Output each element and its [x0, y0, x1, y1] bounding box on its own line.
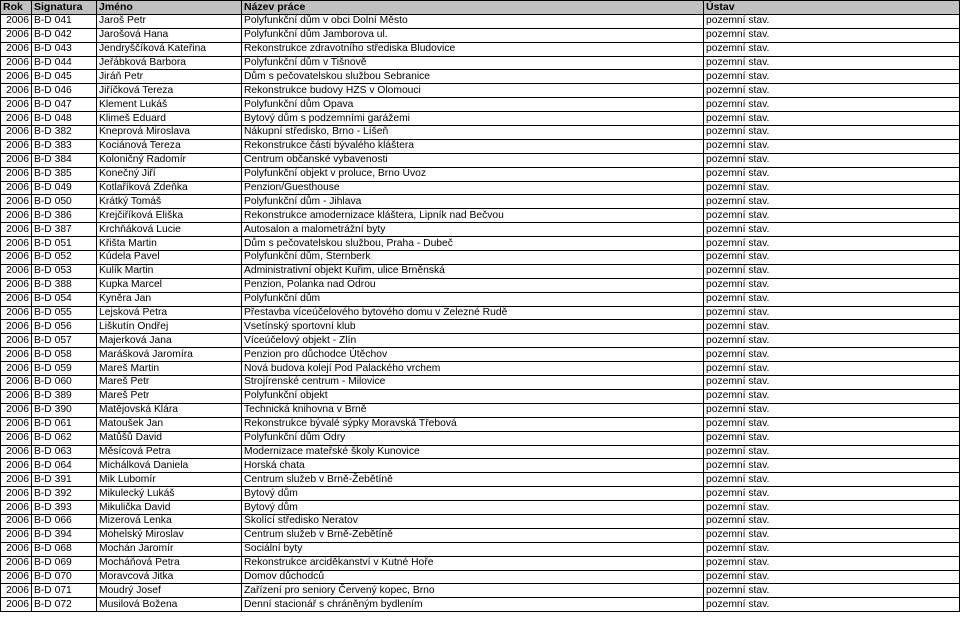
table-row: [1, 70, 960, 84]
cell-signatura: B-D 049: [32, 181, 97, 195]
table-row: [1, 501, 960, 515]
cell-year: 2006: [1, 445, 32, 459]
table-row: [1, 98, 960, 112]
table-row: [1, 42, 960, 56]
cell-ustav: pozemní stav.: [704, 473, 960, 487]
cell-ustav: pozemní stav.: [704, 112, 960, 126]
cell-signatura: B-D 071: [32, 584, 97, 598]
cell-ustav: pozemní stav.: [704, 417, 960, 431]
table-row: [1, 195, 960, 209]
cell-year: 2006: [1, 195, 32, 209]
cell-year: 2006: [1, 528, 32, 542]
cell-title: Bytový dům: [242, 501, 704, 515]
cell-title: Penzion, Polanka nad Odrou: [242, 278, 704, 292]
cell-name: Kotlaříková Zdeňka: [97, 181, 242, 195]
cell-name: Mocháňová Petra: [97, 556, 242, 570]
cell-title: Polyfunkční dům: [242, 292, 704, 306]
cell-year: 2006: [1, 459, 32, 473]
table-row: [1, 376, 960, 390]
cell-year: 2006: [1, 473, 32, 487]
table-row: [1, 320, 960, 334]
table-row: [1, 112, 960, 126]
cell-year: 2006: [1, 28, 32, 42]
table-row: [1, 542, 960, 556]
col-header-ustav: Ústav: [704, 1, 960, 15]
cell-ustav: pozemní stav.: [704, 28, 960, 42]
table-row: [1, 487, 960, 501]
cell-ustav: pozemní stav.: [704, 445, 960, 459]
cell-signatura: B-D 043: [32, 42, 97, 56]
cell-title: Horská chata: [242, 459, 704, 473]
cell-ustav: pozemní stav.: [704, 334, 960, 348]
cell-ustav: pozemní stav.: [704, 556, 960, 570]
cell-name: Kneprová Miroslava: [97, 126, 242, 140]
cell-title: Zařízení pro seniory Červený kopec, Brno: [242, 584, 704, 598]
cell-signatura: B-D 387: [32, 223, 97, 237]
cell-ustav: pozemní stav.: [704, 209, 960, 223]
cell-ustav: pozemní stav.: [704, 84, 960, 98]
cell-name: Mohelský Miroslav: [97, 528, 242, 542]
cell-name: Michálková Daniela: [97, 459, 242, 473]
cell-ustav: pozemní stav.: [704, 598, 960, 612]
cell-ustav: pozemní stav.: [704, 153, 960, 167]
cell-ustav: pozemní stav.: [704, 14, 960, 28]
cell-name: Majerková Jana: [97, 334, 242, 348]
cell-name: Jiráň Petr: [97, 70, 242, 84]
cell-year: 2006: [1, 292, 32, 306]
cell-signatura: B-D 385: [32, 167, 97, 181]
cell-name: Krejčiříková Eliška: [97, 209, 242, 223]
cell-signatura: B-D 383: [32, 139, 97, 153]
cell-signatura: B-D 056: [32, 320, 97, 334]
cell-name: Jarošová Hana: [97, 28, 242, 42]
cell-title: Dům s pečovatelskou službou, Praha - Dubeč: [242, 237, 704, 251]
cell-title: Penzion pro důchodce Útěchov: [242, 348, 704, 362]
col-header-signatura: Signatura: [32, 1, 97, 15]
cell-year: 2006: [1, 334, 32, 348]
cell-signatura: B-D 053: [32, 264, 97, 278]
cell-title: Polyfunkční dům v Tišnově: [242, 56, 704, 70]
table-row: [1, 84, 960, 98]
cell-title: Strojírenské centrum - Milovice: [242, 376, 704, 390]
table-row: [1, 251, 960, 265]
cell-year: 2006: [1, 348, 32, 362]
cell-name: Marášková Jaromíra: [97, 348, 242, 362]
cell-ustav: pozemní stav.: [704, 42, 960, 56]
cell-title: Přestavba víceúčelového bytového domu v Železné Rudě: [242, 306, 704, 320]
cell-name: Matoušek Jan: [97, 417, 242, 431]
cell-title: Penzion/Guesthouse: [242, 181, 704, 195]
table-row: [1, 348, 960, 362]
cell-name: Mikulička David: [97, 501, 242, 515]
table-row: [1, 417, 960, 431]
cell-signatura: B-D 070: [32, 570, 97, 584]
cell-name: Kulík Martin: [97, 264, 242, 278]
cell-year: 2006: [1, 584, 32, 598]
cell-ustav: pozemní stav.: [704, 376, 960, 390]
cell-name: Kyněra Jan: [97, 292, 242, 306]
cell-signatura: B-D 390: [32, 403, 97, 417]
table-row: [1, 473, 960, 487]
cell-name: Matějovská Klára: [97, 403, 242, 417]
table-row: [1, 514, 960, 528]
cell-name: Matůšů David: [97, 431, 242, 445]
cell-year: 2006: [1, 320, 32, 334]
cell-signatura: B-D 057: [32, 334, 97, 348]
table-row: [1, 334, 960, 348]
cell-signatura: B-D 069: [32, 556, 97, 570]
cell-title: Nákupní středisko, Brno - Líšeň: [242, 126, 704, 140]
col-header-rok: Rok: [1, 1, 32, 15]
cell-signatura: B-D 041: [32, 14, 97, 28]
table-row: [1, 445, 960, 459]
cell-year: 2006: [1, 556, 32, 570]
table-row: [1, 237, 960, 251]
cell-signatura: B-D 050: [32, 195, 97, 209]
table-row: [1, 570, 960, 584]
cell-ustav: pozemní stav.: [704, 403, 960, 417]
cell-name: Mikulecký Lukáš: [97, 487, 242, 501]
cell-signatura: B-D 394: [32, 528, 97, 542]
cell-title: Polyfunkční dům Opava: [242, 98, 704, 112]
cell-name: Moudrý Josef: [97, 584, 242, 598]
cell-title: Polyfunkční dům, Šternberk: [242, 251, 704, 265]
cell-ustav: pozemní stav.: [704, 139, 960, 153]
cell-title: Technická knihovna v Brně: [242, 403, 704, 417]
cell-year: 2006: [1, 209, 32, 223]
cell-ustav: pozemní stav.: [704, 181, 960, 195]
cell-year: 2006: [1, 389, 32, 403]
cell-ustav: pozemní stav.: [704, 584, 960, 598]
cell-ustav: pozemní stav.: [704, 459, 960, 473]
table-row: [1, 459, 960, 473]
cell-signatura: B-D 046: [32, 84, 97, 98]
cell-title: Bytový dům: [242, 487, 704, 501]
cell-title: Rekonstrukce zdravotního střediska Bludovice: [242, 42, 704, 56]
cell-name: Mareš Martin: [97, 362, 242, 376]
cell-signatura: B-D 066: [32, 514, 97, 528]
cell-name: Mik Lubomír: [97, 473, 242, 487]
cell-name: Jendryščíková Kateřina: [97, 42, 242, 56]
cell-name: Klimeš Eduard: [97, 112, 242, 126]
cell-signatura: B-D 058: [32, 348, 97, 362]
table-row: [1, 264, 960, 278]
cell-name: Mizerová Lenka: [97, 514, 242, 528]
cell-signatura: B-D 382: [32, 126, 97, 140]
cell-title: Polyfunkční dům v obci Dolní Město: [242, 14, 704, 28]
cell-title: Domov důchodců: [242, 570, 704, 584]
cell-ustav: pozemní stav.: [704, 56, 960, 70]
cell-year: 2006: [1, 112, 32, 126]
cell-ustav: pozemní stav.: [704, 348, 960, 362]
cell-title: Polyfunkční objekt v proluce, Brno Úvoz: [242, 167, 704, 181]
table-row: [1, 431, 960, 445]
cell-signatura: B-D 060: [32, 376, 97, 390]
cell-name: Koloničný Radomír: [97, 153, 242, 167]
cell-title: Nová budova kolejí Pod Palackého vrchem: [242, 362, 704, 376]
cell-year: 2006: [1, 264, 32, 278]
cell-ustav: pozemní stav.: [704, 167, 960, 181]
cell-title: Dům s pečovatelskou službou Sebranice: [242, 70, 704, 84]
cell-year: 2006: [1, 84, 32, 98]
cell-name: Krátký Tomáš: [97, 195, 242, 209]
cell-name: Křišta Martin: [97, 237, 242, 251]
cell-signatura: B-D 384: [32, 153, 97, 167]
cell-signatura: B-D 391: [32, 473, 97, 487]
cell-ustav: pozemní stav.: [704, 320, 960, 334]
cell-year: 2006: [1, 514, 32, 528]
cell-name: Jaroš Petr: [97, 14, 242, 28]
cell-ustav: pozemní stav.: [704, 251, 960, 265]
table-row: [1, 389, 960, 403]
table-row: [1, 223, 960, 237]
table-row: [1, 598, 960, 612]
cell-year: 2006: [1, 417, 32, 431]
cell-year: 2006: [1, 542, 32, 556]
table-row: [1, 139, 960, 153]
col-header-jmeno: Jméno: [97, 1, 242, 15]
cell-ustav: pozemní stav.: [704, 487, 960, 501]
table-row: [1, 362, 960, 376]
cell-year: 2006: [1, 570, 32, 584]
cell-title: Vsetínský sportovní klub: [242, 320, 704, 334]
cell-name: Musilová Božena: [97, 598, 242, 612]
cell-title: Polyfunkční objekt: [242, 389, 704, 403]
table-row: [1, 181, 960, 195]
cell-name: Kupka Marcel: [97, 278, 242, 292]
cell-year: 2006: [1, 42, 32, 56]
cell-ustav: pozemní stav.: [704, 237, 960, 251]
col-header-nazev: Název práce: [242, 1, 704, 15]
cell-ustav: pozemní stav.: [704, 70, 960, 84]
table-row: [1, 209, 960, 223]
cell-name: Mochán Jaromír: [97, 542, 242, 556]
cell-signatura: B-D 055: [32, 306, 97, 320]
cell-title: Rekonstrukce budovy HZS v Olomouci: [242, 84, 704, 98]
table-row: [1, 28, 960, 42]
cell-ustav: pozemní stav.: [704, 278, 960, 292]
cell-name: Lejsková Petra: [97, 306, 242, 320]
cell-ustav: pozemní stav.: [704, 264, 960, 278]
cell-year: 2006: [1, 431, 32, 445]
table-row: [1, 14, 960, 28]
cell-title: Víceúčelový objekt - Zlín: [242, 334, 704, 348]
table-row: [1, 56, 960, 70]
cell-name: Liškutín Ondřej: [97, 320, 242, 334]
cell-title: Rekonstrukce amodernizace kláštera, Lipník nad Bečvou: [242, 209, 704, 223]
cell-ustav: pozemní stav.: [704, 431, 960, 445]
cell-ustav: pozemní stav.: [704, 223, 960, 237]
cell-ustav: pozemní stav.: [704, 501, 960, 515]
cell-year: 2006: [1, 487, 32, 501]
cell-name: Mareš Petr: [97, 389, 242, 403]
cell-year: 2006: [1, 181, 32, 195]
cell-ustav: pozemní stav.: [704, 195, 960, 209]
cell-title: Centrum služeb v Brně-Žebětíně: [242, 473, 704, 487]
cell-signatura: B-D 044: [32, 56, 97, 70]
cell-signatura: B-D 386: [32, 209, 97, 223]
cell-title: Rekonstrukce části bývalého kláštera: [242, 139, 704, 153]
table-row: [1, 167, 960, 181]
table-row: [1, 584, 960, 598]
cell-title: Modernizace mateřské školy Kunovice: [242, 445, 704, 459]
cell-ustav: pozemní stav.: [704, 389, 960, 403]
table-row: [1, 528, 960, 542]
cell-ustav: pozemní stav.: [704, 292, 960, 306]
cell-year: 2006: [1, 56, 32, 70]
header-row: [1, 1, 960, 15]
cell-signatura: B-D 392: [32, 487, 97, 501]
table-row: [1, 126, 960, 140]
cell-signatura: B-D 052: [32, 251, 97, 265]
cell-year: 2006: [1, 14, 32, 28]
cell-signatura: B-D 061: [32, 417, 97, 431]
cell-title: Denní stacionář s chráněným bydlením: [242, 598, 704, 612]
cell-title: Polyfunkční dům Odry: [242, 431, 704, 445]
table-row: [1, 403, 960, 417]
cell-name: Moravcová Jitka: [97, 570, 242, 584]
cell-signatura: B-D 389: [32, 389, 97, 403]
cell-title: Školící středisko Neratov: [242, 514, 704, 528]
table-row: [1, 306, 960, 320]
cell-signatura: B-D 045: [32, 70, 97, 84]
cell-ustav: pozemní stav.: [704, 542, 960, 556]
cell-signatura: B-D 042: [32, 28, 97, 42]
cell-signatura: B-D 047: [32, 98, 97, 112]
cell-year: 2006: [1, 126, 32, 140]
cell-year: 2006: [1, 376, 32, 390]
table-row: [1, 278, 960, 292]
cell-year: 2006: [1, 223, 32, 237]
cell-name: Měsícová Petra: [97, 445, 242, 459]
cell-title: Autosalon a malometrážní byty: [242, 223, 704, 237]
cell-ustav: pozemní stav.: [704, 126, 960, 140]
cell-ustav: pozemní stav.: [704, 514, 960, 528]
cell-title: Rekonstrukce bývalé sýpky Moravská Třebová: [242, 417, 704, 431]
cell-signatura: B-D 388: [32, 278, 97, 292]
cell-year: 2006: [1, 139, 32, 153]
cell-year: 2006: [1, 306, 32, 320]
table-row: [1, 556, 960, 570]
table-row: [1, 292, 960, 306]
cell-title: Centrum občanské vybavenosti: [242, 153, 704, 167]
cell-signatura: B-D 063: [32, 445, 97, 459]
cell-signatura: B-D 072: [32, 598, 97, 612]
cell-year: 2006: [1, 98, 32, 112]
cell-year: 2006: [1, 167, 32, 181]
cell-title: Administrativní objekt Kuřim, ulice Brněnská: [242, 264, 704, 278]
cell-title: Centrum služeb v Brně-Žebětíně: [242, 528, 704, 542]
cell-title: Sociální byty: [242, 542, 704, 556]
cell-title: Polyfunkční dům Jamborova ul.: [242, 28, 704, 42]
cell-signatura: B-D 054: [32, 292, 97, 306]
cell-ustav: pozemní stav.: [704, 98, 960, 112]
cell-signatura: B-D 048: [32, 112, 97, 126]
cell-name: Konečný Jiří: [97, 167, 242, 181]
cell-name: Jiříčková Tereza: [97, 84, 242, 98]
cell-year: 2006: [1, 70, 32, 84]
cell-year: 2006: [1, 403, 32, 417]
cell-name: Mareš Petr: [97, 376, 242, 390]
cell-year: 2006: [1, 237, 32, 251]
cell-title: Bytový dům s podzemními garážemi: [242, 112, 704, 126]
cell-signatura: B-D 064: [32, 459, 97, 473]
table-row: [1, 153, 960, 167]
cell-name: Kociánová Tereza: [97, 139, 242, 153]
cell-year: 2006: [1, 598, 32, 612]
cell-ustav: pozemní stav.: [704, 570, 960, 584]
cell-title: Rekonstrukce arciděkanství v Kutné Hoře: [242, 556, 704, 570]
cell-year: 2006: [1, 278, 32, 292]
cell-year: 2006: [1, 501, 32, 515]
cell-year: 2006: [1, 362, 32, 376]
cell-name: Klement Lukáš: [97, 98, 242, 112]
cell-signatura: B-D 393: [32, 501, 97, 515]
cell-signatura: B-D 059: [32, 362, 97, 376]
cell-signatura: B-D 062: [32, 431, 97, 445]
cell-name: Jeřábková Barbora: [97, 56, 242, 70]
cell-year: 2006: [1, 153, 32, 167]
cell-signatura: B-D 051: [32, 237, 97, 251]
cell-signatura: B-D 068: [32, 542, 97, 556]
cell-name: Kúdela Pavel: [97, 251, 242, 265]
cell-ustav: pozemní stav.: [704, 362, 960, 376]
cell-ustav: pozemní stav.: [704, 528, 960, 542]
cell-year: 2006: [1, 251, 32, 265]
cell-ustav: pozemní stav.: [704, 306, 960, 320]
cell-name: Krchňáková Lucie: [97, 223, 242, 237]
cell-title: Polyfunkční dům - Jihlava: [242, 195, 704, 209]
